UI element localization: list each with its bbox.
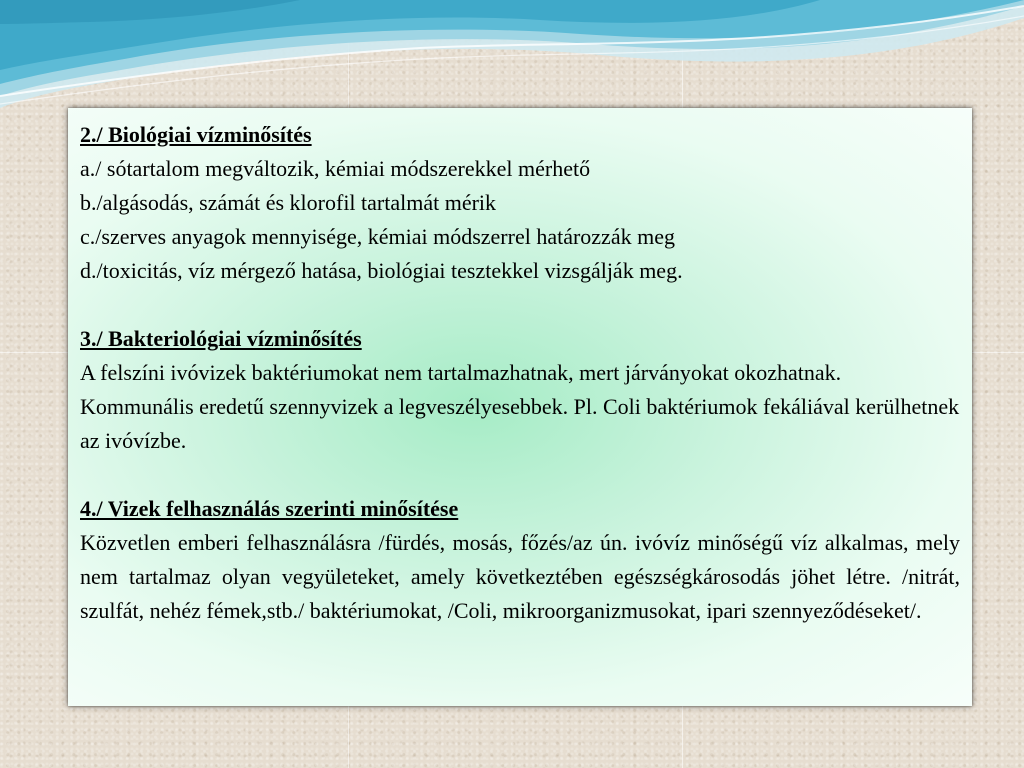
section-heading-biological: 2./ Biológiai vízminősítés [80, 122, 312, 147]
section-paragraph-usage: Közvetlen emberi felhasználásra /fürdés, mosás, főzés/az ún. ivóvíz minőségű víz alkalmas, mely nem tartalmaz olyan vegyületeket, amely következtében egészségkárosodás jöhet létre. /nitrát, szulfát, nehéz fémek,stb./ baktériumokat, /Coli, mikroorganizmusokat, ipari szennyeződéseket/. [80, 530, 960, 623]
list-item: c./szerves anyagok mennyisége, kémiai módszerrel határozzák meg [80, 224, 675, 249]
section-paragraph-bacteriological: A felszíni ivóvizek baktériumokat nem tartalmazhatnak, mert járványokat okozhatnak. Kommunális eredetű szennyvizek a legveszélyesebbek. Pl. Coli baktériumok fekáliával kerülhetnek az ivóvízbe. [80, 360, 960, 453]
wave-header-decoration [0, 0, 1024, 120]
content-panel [68, 108, 972, 706]
list-item: b./algásodás, számát és klorofil tartalmát mérik [80, 190, 497, 215]
list-item: d./toxicitás, víz mérgező hatása, biológiai tesztekkel vizsgálják meg. [80, 258, 683, 283]
section-heading-usage: 4./ Vizek felhasználás szerinti minősítése [80, 496, 459, 521]
section-heading-bacteriological: 3./ Bakteriológiai vízminősítés [80, 326, 362, 351]
list-item: a./ sótartalom megváltozik, kémiai módszerekkel mérhető [80, 156, 591, 181]
